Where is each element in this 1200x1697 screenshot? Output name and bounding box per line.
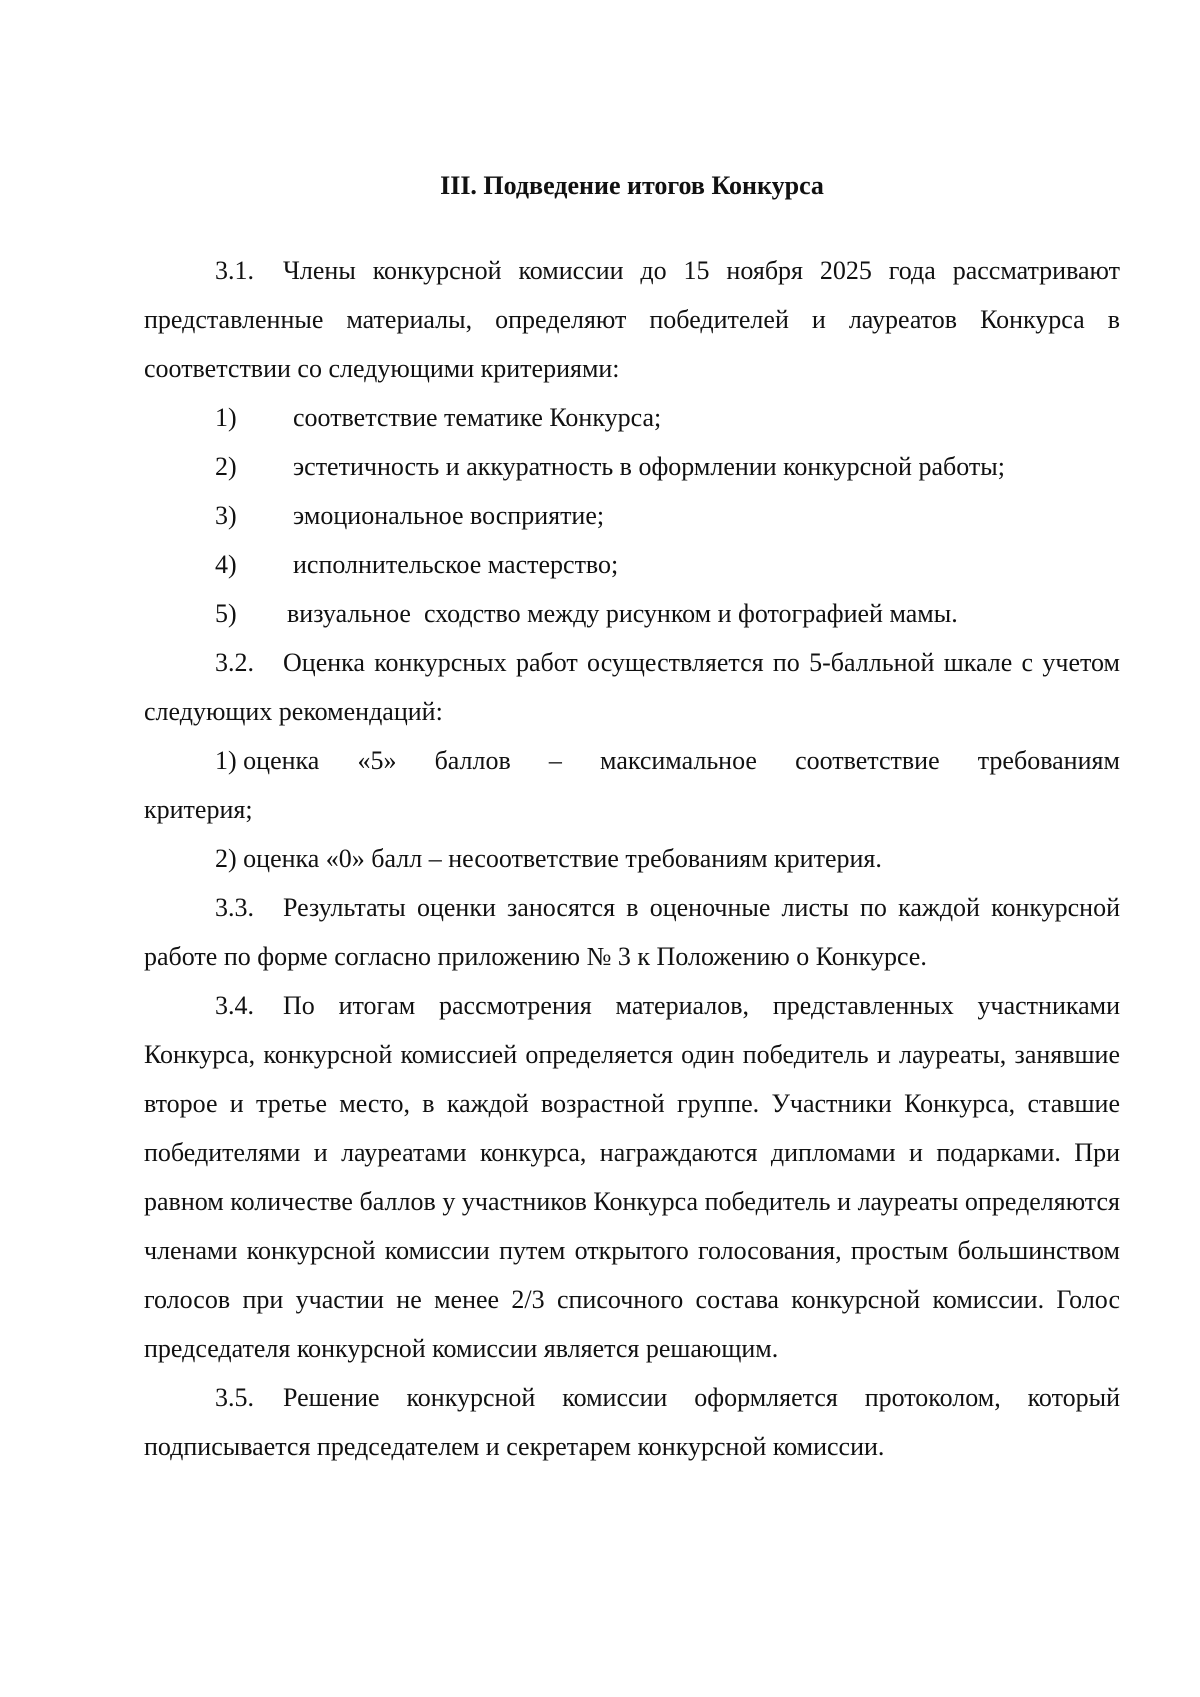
clause-text: Решение конкурсной комиссии оформляется протоколом, который подписывается председателем и секретарем конкурсной комиссии. <box>144 1383 1120 1461</box>
criterion-number: 5) <box>215 599 237 628</box>
clause-text: Результаты оценки заносятся в оценочные листы по каждой конкурсной работе по форме согласно приложению № 3 к Положению о Конкурсе. <box>144 893 1120 971</box>
rec-word: 1) оценка <box>215 746 320 775</box>
clause-3-3 <box>144 883 1120 981</box>
criterion-number: 1) <box>215 403 237 432</box>
rec-word: – <box>548 746 562 775</box>
clause-3-1 <box>144 246 1120 393</box>
clause-number: 3.5. <box>215 1383 254 1412</box>
clause-number: 3.1. <box>215 256 254 285</box>
clause-3-5 <box>144 1373 1120 1471</box>
rec-word: баллов <box>434 746 511 775</box>
recommendation-2: 2) оценка «0» балл – несоответствие требованиям критерия. <box>215 844 882 873</box>
recommendation-1-tail: критерия; <box>144 795 253 824</box>
criterion-text: эстетичность и аккуратность в оформлении конкурсной работы; <box>293 452 1005 481</box>
criterion-number: 4) <box>215 550 237 579</box>
clause-text: Члены конкурсной комиссии до 15 ноября 2025 года рассматривают представленные материалы, определяют победителей и лауреатов Конкурса в соответствии со следующими критериями: <box>144 256 1120 383</box>
criterion-number: 2) <box>215 452 237 481</box>
criterion-number: 3) <box>215 501 237 530</box>
clause-number: 3.2. <box>215 648 254 677</box>
recommendation-1-line <box>215 736 1120 785</box>
criterion-item <box>144 393 1120 442</box>
recommendation-1 <box>144 736 1120 785</box>
rec-word: соответствие <box>795 746 940 775</box>
criterion-item <box>144 442 1120 491</box>
clause-number: 3.4. <box>215 991 254 1020</box>
clause-number: 3.3. <box>215 893 254 922</box>
rec-word: требованиям <box>977 746 1120 775</box>
criterion-text: соответствие тематике Конкурса; <box>293 403 662 432</box>
clause-3-4 <box>144 981 1120 1373</box>
clause-text: По итогам рассмотрения материалов, представленных участниками Конкурса, конкурсной комиссией определяется один победитель и лауреаты, занявшие второе и третье место, в каждой возрастной группе. Участники Конкурса, ставшие победителями и лауреатами конкурса, награждаются дипломами и подарками. При равном количестве баллов у участников Конкурса победитель и лауреаты определяются членами конкурсной комиссии путем открытого голосования, простым большинством голосов при участии не менее 2/3 списочного состава конкурсной комиссии. Голос председателя конкурсной комиссии является решающим. <box>144 991 1120 1363</box>
clause-3-2 <box>144 638 1120 736</box>
section-title: III. Подведение итогов Конкурса <box>440 171 824 200</box>
clause-text: Оценка конкурсных работ осуществляется по 5-балльной шкале с учетом следующих рекомендаций: <box>144 648 1120 726</box>
criterion-text: визуальное сходство между рисунком и фотографией мамы. <box>287 599 958 628</box>
criterion-item <box>144 589 1120 638</box>
criterion-item <box>144 540 1120 589</box>
criterion-item <box>144 491 1120 540</box>
recommendation-1-words <box>215 736 1120 785</box>
criterion-text: эмоциональное восприятие; <box>293 501 605 530</box>
criterion-text: исполнительское мастерство; <box>293 550 619 579</box>
rec-word: «5» <box>357 746 397 775</box>
document-body <box>144 246 1120 1471</box>
rec-word: максимальное <box>600 746 757 775</box>
